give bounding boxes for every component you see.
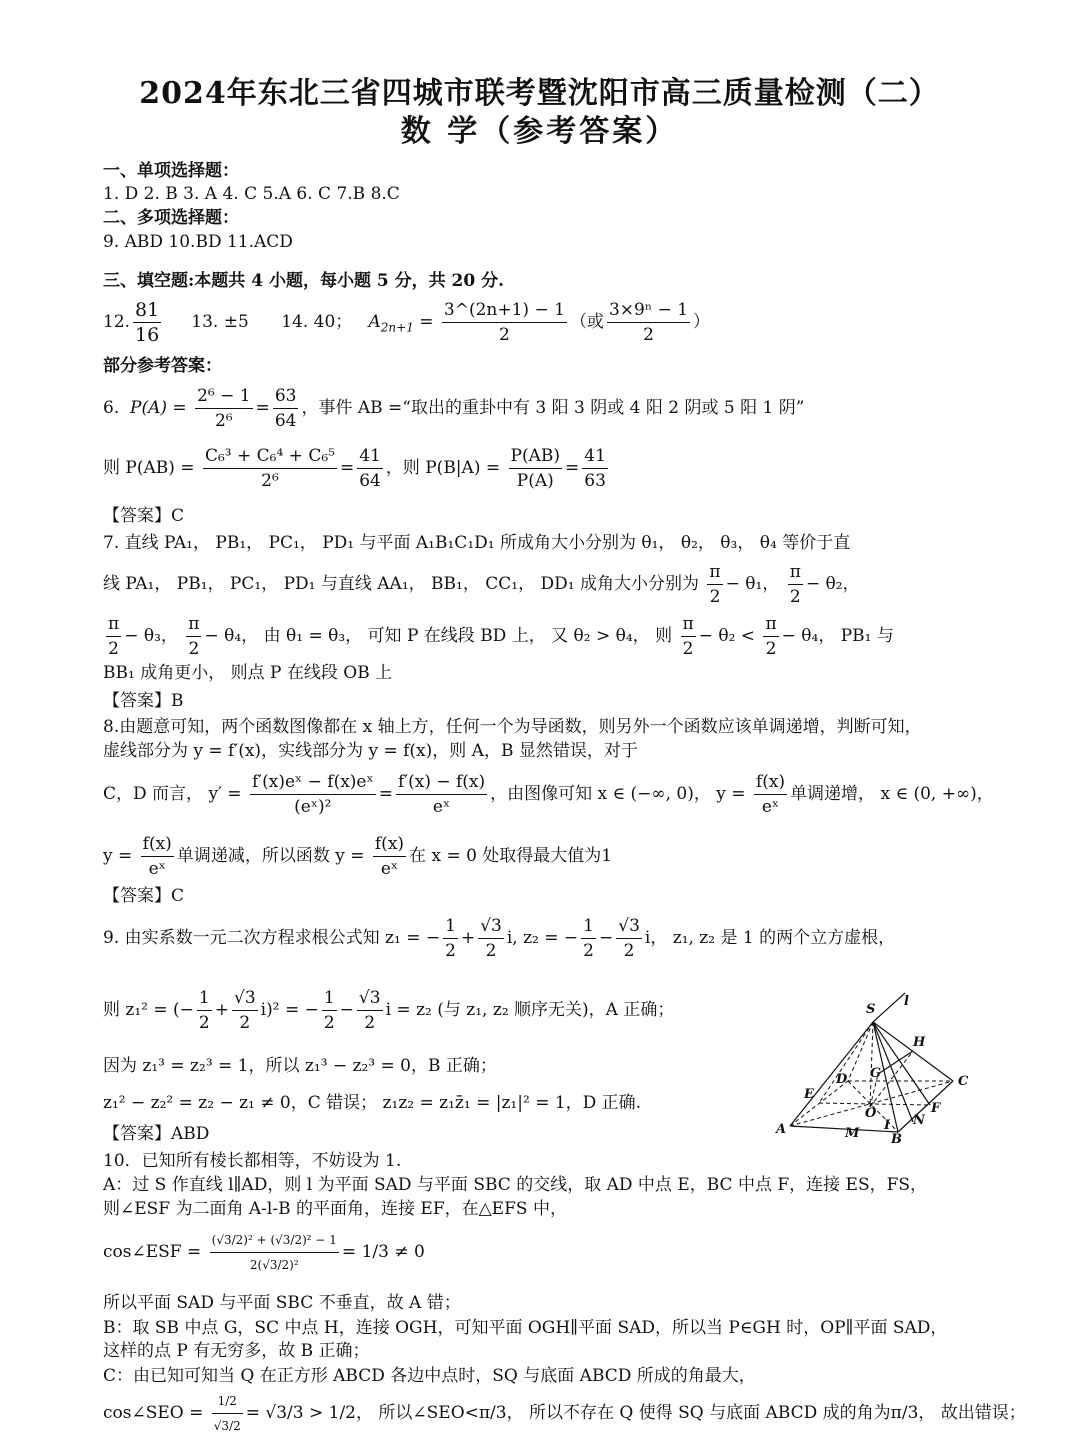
q7-answer: 【答案】B — [103, 691, 184, 711]
q9-line-3: 因为 z₁³ = z₂³ = 1，所以 z₁³ − z₂³ = 0，B 正确； — [103, 1056, 497, 1076]
line-EF — [819, 1103, 930, 1105]
q7-line-1: 7. 直线 PA₁， PB₁， PC₁， PD₁ 与平面 A₁B₁C₁D₁ 所成角大小分别为 θ₁， θ₂， θ₃， θ₄ 等价于直 — [103, 533, 851, 553]
q6-pa-num2: 63 — [273, 384, 299, 409]
q8-num2: f′(x) − f(x) — [396, 770, 487, 795]
edge-AB — [790, 1126, 898, 1132]
label-B: B — [891, 1132, 902, 1147]
q8-line4-num2: f(x) — [373, 832, 406, 857]
q10-cos-seo-rest: = √3/3 > 1/2， 所以∠SEO<π/3， 所以不存在 Q 使得 SQ 与底面 ABCD 成的角为π/3， 故出错误； — [245, 1403, 1026, 1423]
q9-line-2 — [103, 984, 674, 1036]
q10-line-1: 10．已知所有棱长都相等，不妨设为 1. — [103, 1151, 402, 1171]
q9-one: 1 — [581, 914, 596, 939]
q10-line-8 — [103, 1388, 1026, 1438]
q9-half-1 — [443, 914, 458, 963]
label-E: E — [804, 1087, 814, 1102]
q9-two: 2 — [323, 1013, 335, 1033]
q6-pa-den: 2⁶ — [215, 411, 233, 431]
q9-half-4 — [322, 986, 337, 1035]
q9-two: 2 — [198, 1013, 210, 1033]
q9-line2-d: − — [339, 1000, 354, 1020]
q6-pab-num2: 41 — [357, 444, 383, 469]
q9-sqrt3-half-3 — [232, 986, 258, 1035]
q9-two: 2 — [239, 1013, 251, 1033]
q6-label: 6. — [103, 398, 120, 418]
q8-fx-fraction-3 — [373, 832, 406, 881]
height-SO — [870, 1022, 873, 1107]
q8-line4-suffix: 在 x = 0 处取得最大值为1 — [409, 846, 613, 866]
q10-cos-num: (√3/2)² + (√3/2)² − 1 — [210, 1228, 339, 1253]
q9-line2-c: i)² = − — [260, 1000, 319, 1020]
edge-SA — [790, 1022, 873, 1126]
q10-line-5: B：取 SB 中点 G，SC 中点 H，连接 OGH，可知平面 OGH∥平面 SAD，所以当 P∈GH 时，OP∥平面 SAD， — [103, 1318, 948, 1338]
edge-SE — [819, 1022, 873, 1103]
q6-pa-den2: 64 — [274, 411, 297, 431]
label-G: G — [870, 1066, 882, 1081]
q9-sqrt3: √3 — [232, 986, 258, 1011]
q9-line2-a: 则 z₁² = (− — [103, 1000, 194, 1020]
q6-line-2 — [103, 442, 611, 494]
q6-pa-num: 2⁶ − 1 — [195, 384, 253, 409]
q6-pab-num: C₆³ + C₆⁴ + C₆⁵ — [203, 444, 337, 469]
section-multi-choice-heading: 二、多项选择题： — [103, 208, 239, 228]
section-single-choice-heading: 一、单项选择题： — [103, 161, 239, 181]
q9-sqrt3: √3 — [357, 986, 383, 1011]
page-title: 2024年东北三省四城市联考暨沈阳市高三质量检测（二） — [139, 76, 940, 111]
q7-two: 2 — [682, 639, 694, 659]
q7-two: 2 — [709, 587, 721, 607]
q9-two: 2 — [623, 941, 635, 961]
q9-two: 2 — [445, 941, 456, 961]
q9-line1-b: + — [460, 928, 476, 948]
q10-line-6: 这样的点 P 有无穷多，故 B 正确； — [103, 1341, 370, 1361]
q7-minus-theta2-lt: − θ₂ < — [698, 626, 756, 646]
q7-line-4: BB₁ 成角更小， 则点 P 在线段 OB 上 — [103, 663, 393, 683]
q14-or: （或 — [569, 312, 604, 332]
q7-minus-theta4: − θ₄， PB₁ 与 — [781, 626, 894, 646]
q9-one: 1 — [322, 986, 337, 1011]
label-N: N — [913, 1113, 925, 1128]
q6-pba-den: P(A) — [516, 471, 554, 491]
q7-pi: π — [763, 612, 778, 637]
q10-cos-seo-fraction — [212, 1389, 243, 1438]
q6-pab-fraction — [203, 444, 337, 493]
q8-line4-den2: eˣ — [380, 859, 399, 879]
q8-line-1: 8.由题意可知，两个函数图像都在 x 轴上方，任何一个为导函数，则另外一个函数应该单调递增，判断可知， — [103, 717, 922, 737]
q10-cos-seo-lhs: cos∠SEO = — [103, 1403, 204, 1423]
q6-pba-fraction — [509, 444, 562, 493]
q9-line1-d: − — [598, 928, 614, 948]
pyramid-diagram — [770, 985, 980, 1155]
q14-prefix: 14. 40； — [281, 312, 353, 332]
single-choice-answers: 1. D 2. B 3. A 4. C 5.A 6. C 7.B 8.C — [103, 184, 400, 204]
q6-pab-den2: 64 — [359, 471, 381, 491]
label-A: A — [776, 1122, 787, 1137]
q7-two: 2 — [789, 587, 801, 607]
q8-line-3 — [103, 768, 994, 820]
label-H: H — [913, 1035, 926, 1050]
page-subtitle: 数 学（参考答案） — [400, 114, 679, 149]
label-l: l — [904, 994, 909, 1009]
q9-line1-c: i, z₂ = − — [506, 928, 579, 948]
q6-pa: P(A) = — [130, 398, 187, 418]
q10-cos-fraction — [210, 1228, 339, 1277]
q7-line2-text: 线 PA₁， PB₁， PC₁， PD₁ 与直线 AA₁， BB₁， CC₁， DD₁ 成角大小分别为 — [103, 574, 699, 594]
q9-sqrt3: √3 — [616, 914, 642, 939]
fill-answers-row — [103, 296, 710, 353]
label-D: D — [836, 1072, 848, 1087]
q8-num1: f′(x)eˣ − f(x)eˣ — [250, 770, 376, 795]
section-fill-heading: 三、填空题:本题共 4 小题，每小题 5 分，共 20 分. — [103, 271, 505, 291]
q9-sqrt3-half-4 — [357, 986, 383, 1035]
q8-line4-den1: eˣ — [148, 859, 166, 879]
label-M: M — [845, 1126, 860, 1141]
q8-line4-num1: f(x) — [141, 832, 174, 857]
q6-pa-fraction-2 — [273, 384, 299, 433]
q9-one: 1 — [443, 914, 458, 939]
q7-pi-half-4 — [186, 612, 201, 661]
q7-two: 2 — [765, 639, 777, 659]
label-I: I — [884, 1118, 891, 1133]
q9-line1-a: 9. 由实系数一元二次方程求根公式知 z₁ = − — [103, 928, 441, 948]
q9-line-4: z₁² − z₂² = z₂ − z₁ ≠ 0，C 错误； z₁z₂ = z₁z̄₁ = |z₁|² = 1，D 正确. — [103, 1093, 642, 1113]
q12-denominator: 16 — [135, 324, 160, 346]
q13-answer: 13. ±5 — [191, 312, 249, 332]
q8-derivative-fraction-2 — [396, 770, 487, 819]
label-C: C — [958, 1074, 969, 1089]
q8-derivative-fraction — [250, 770, 376, 819]
q6-then: 则 P(AB) = — [103, 458, 195, 478]
q10-cos-rhs: = 1/3 ≠ 0 — [341, 1242, 425, 1262]
q7-pi: π — [681, 612, 696, 637]
q9-two: 2 — [583, 941, 594, 961]
label-O: O — [865, 1106, 877, 1121]
q7-pi-half-5 — [681, 612, 696, 661]
q8-line-4 — [103, 830, 612, 882]
q8-line3-suffix: 单调递增， x ∈ (0, +∞)， — [790, 784, 994, 804]
q6-event: ，事件 AB =“取出的重卦中有 3 阳 3 阴或 4 阳 2 阴或 5 阳 1 阴” — [301, 398, 805, 418]
q14-fraction-2 — [607, 298, 690, 347]
partial-answers-heading: 部分参考答案： — [103, 356, 222, 376]
q7-line-2 — [103, 560, 860, 609]
q10-cos-seo-den: √3/2 — [213, 1419, 241, 1433]
q6-pa-fraction — [195, 384, 253, 433]
q9-two: 2 — [485, 941, 497, 961]
q9-sqrt3-half-1 — [478, 914, 504, 963]
q7-pi: π — [106, 612, 121, 637]
q7-pi-half-6 — [763, 612, 778, 661]
q6-cond: ，则 P(B|A) = — [385, 458, 501, 478]
q10-line-7: C：由已知可知当 Q 在正方形 ABCD 各边中点时，SQ 与底面 ABCD 所成的角最大， — [103, 1366, 756, 1386]
q7-pi-half-2 — [788, 560, 803, 609]
q8-line3-mid: ，由图像可知 x ∈ (−∞, 0)， y = — [490, 784, 746, 804]
q9-half-2 — [581, 914, 596, 963]
q10-cos-seo-num: 1/2 — [212, 1389, 243, 1414]
q7-line-3 — [103, 612, 894, 661]
q7-two: 2 — [108, 639, 119, 659]
q8-line4-prefix: y = — [103, 846, 133, 866]
q8-den1: (eˣ)² — [294, 797, 332, 817]
q10-line-2: A：过 S 作直线 l∥AD，则 l 为平面 SAD 与平面 SBC 的交线，取 AD 中点 E，BC 中点 F，连接 ES，FS， — [103, 1175, 928, 1195]
q9-line1-e: i， z₁, z₂ 是 1 的两个立方虚根， — [644, 928, 896, 948]
q8-line3-prefix: C，D 而言， y′ = — [103, 784, 242, 804]
q8-line-2: 虚线部分为 y = f′(x)，实线部分为 y = f(x)，则 A，B 显然错误，对于 — [103, 741, 638, 761]
q14-lhs: A — [368, 312, 381, 332]
q7-two: 2 — [188, 639, 200, 659]
q12-fraction — [133, 298, 161, 347]
label-S: S — [866, 1002, 876, 1017]
q9-line2-e: i = z₂ (与 z₁, z₂ 顺序无关)，A 正确； — [385, 1000, 675, 1020]
q14-fraction-1 — [442, 298, 567, 347]
q14-subscript: 2n+1 — [380, 320, 414, 335]
q9-two: 2 — [364, 1013, 376, 1033]
label-F: F — [931, 1101, 941, 1116]
multi-choice-answers: 9. ABD 10.BD 11.ACD — [103, 232, 293, 252]
q9-line-1 — [103, 912, 895, 964]
q10-cos-line — [103, 1228, 425, 1277]
q6-pba-fraction-2 — [582, 444, 608, 493]
q9-answer: 【答案】ABD — [103, 1124, 210, 1144]
q6-answer: 【答案】C — [103, 506, 185, 526]
q6-pba-eq: = — [565, 458, 580, 478]
q8-line4-mid: 单调递减，所以函数 y = — [176, 846, 365, 866]
q7-pi: π — [707, 560, 722, 585]
q6-pab-eq: = — [339, 458, 355, 478]
q6-pba-den2: 63 — [584, 471, 606, 491]
q7-pi-half-3 — [106, 612, 121, 661]
q8-fx-fraction-2 — [141, 832, 174, 881]
line-l — [873, 993, 905, 1022]
q7-line3-text: − θ₄， 由 θ₁ = θ₃， 可知 P 在线段 BD 上， 又 θ₂ > θ₄， 则 — [204, 626, 673, 646]
q8-fx-fraction-1 — [754, 770, 787, 819]
q10-cos-lhs: cos∠ESF = — [103, 1242, 202, 1262]
q6-pab-den: 2⁶ — [261, 471, 279, 491]
q14-den1: 2 — [499, 325, 510, 345]
q10-cos-den: 2(√3/2)² — [249, 1258, 299, 1272]
q9-line2-b: + — [214, 1000, 229, 1020]
q7-minus-theta1: − θ₁， — [725, 574, 780, 594]
q9-sqrt3: √3 — [478, 914, 504, 939]
q14-den2: 2 — [643, 325, 654, 345]
q7-minus-theta2: − θ₂， — [805, 574, 860, 594]
q6-pab-fraction-2 — [357, 444, 383, 493]
q6-pba-num: P(AB) — [509, 444, 562, 469]
q7-minus-theta3: − θ₃， — [124, 626, 178, 646]
q8-eq: = — [378, 784, 393, 804]
q6-pa-eq: = — [255, 398, 270, 418]
q9-half-3 — [197, 986, 212, 1035]
q8-den2: eˣ — [432, 797, 451, 817]
q14-close: ） — [693, 312, 711, 332]
q14-num2: 3×9ⁿ − 1 — [607, 298, 690, 323]
q10-line-3: 则∠ESF 为二面角 A-l-B 的平面角，连接 EF，在△EFS 中， — [103, 1199, 567, 1219]
q8-den3: eˣ — [761, 797, 780, 817]
q6-pba-num2: 41 — [582, 444, 608, 469]
q8-answer: 【答案】C — [103, 886, 185, 906]
q14-num1: 3^(2n+1) − 1 — [442, 298, 567, 323]
q8-num3: f(x) — [754, 770, 787, 795]
q9-sqrt3-half-2 — [616, 914, 642, 963]
q7-pi-half-1 — [707, 560, 722, 609]
q14-eq: = — [419, 312, 434, 332]
q7-pi: π — [186, 612, 201, 637]
q7-pi: π — [788, 560, 803, 585]
q6-line-1 — [103, 382, 804, 434]
q12-label: 12. — [103, 312, 131, 332]
q10-line-4: 所以平面 SAD 与平面 SBC 不垂直，故 A 错； — [103, 1293, 461, 1313]
q9-one: 1 — [197, 986, 212, 1011]
q12-numerator: 81 — [135, 299, 160, 321]
